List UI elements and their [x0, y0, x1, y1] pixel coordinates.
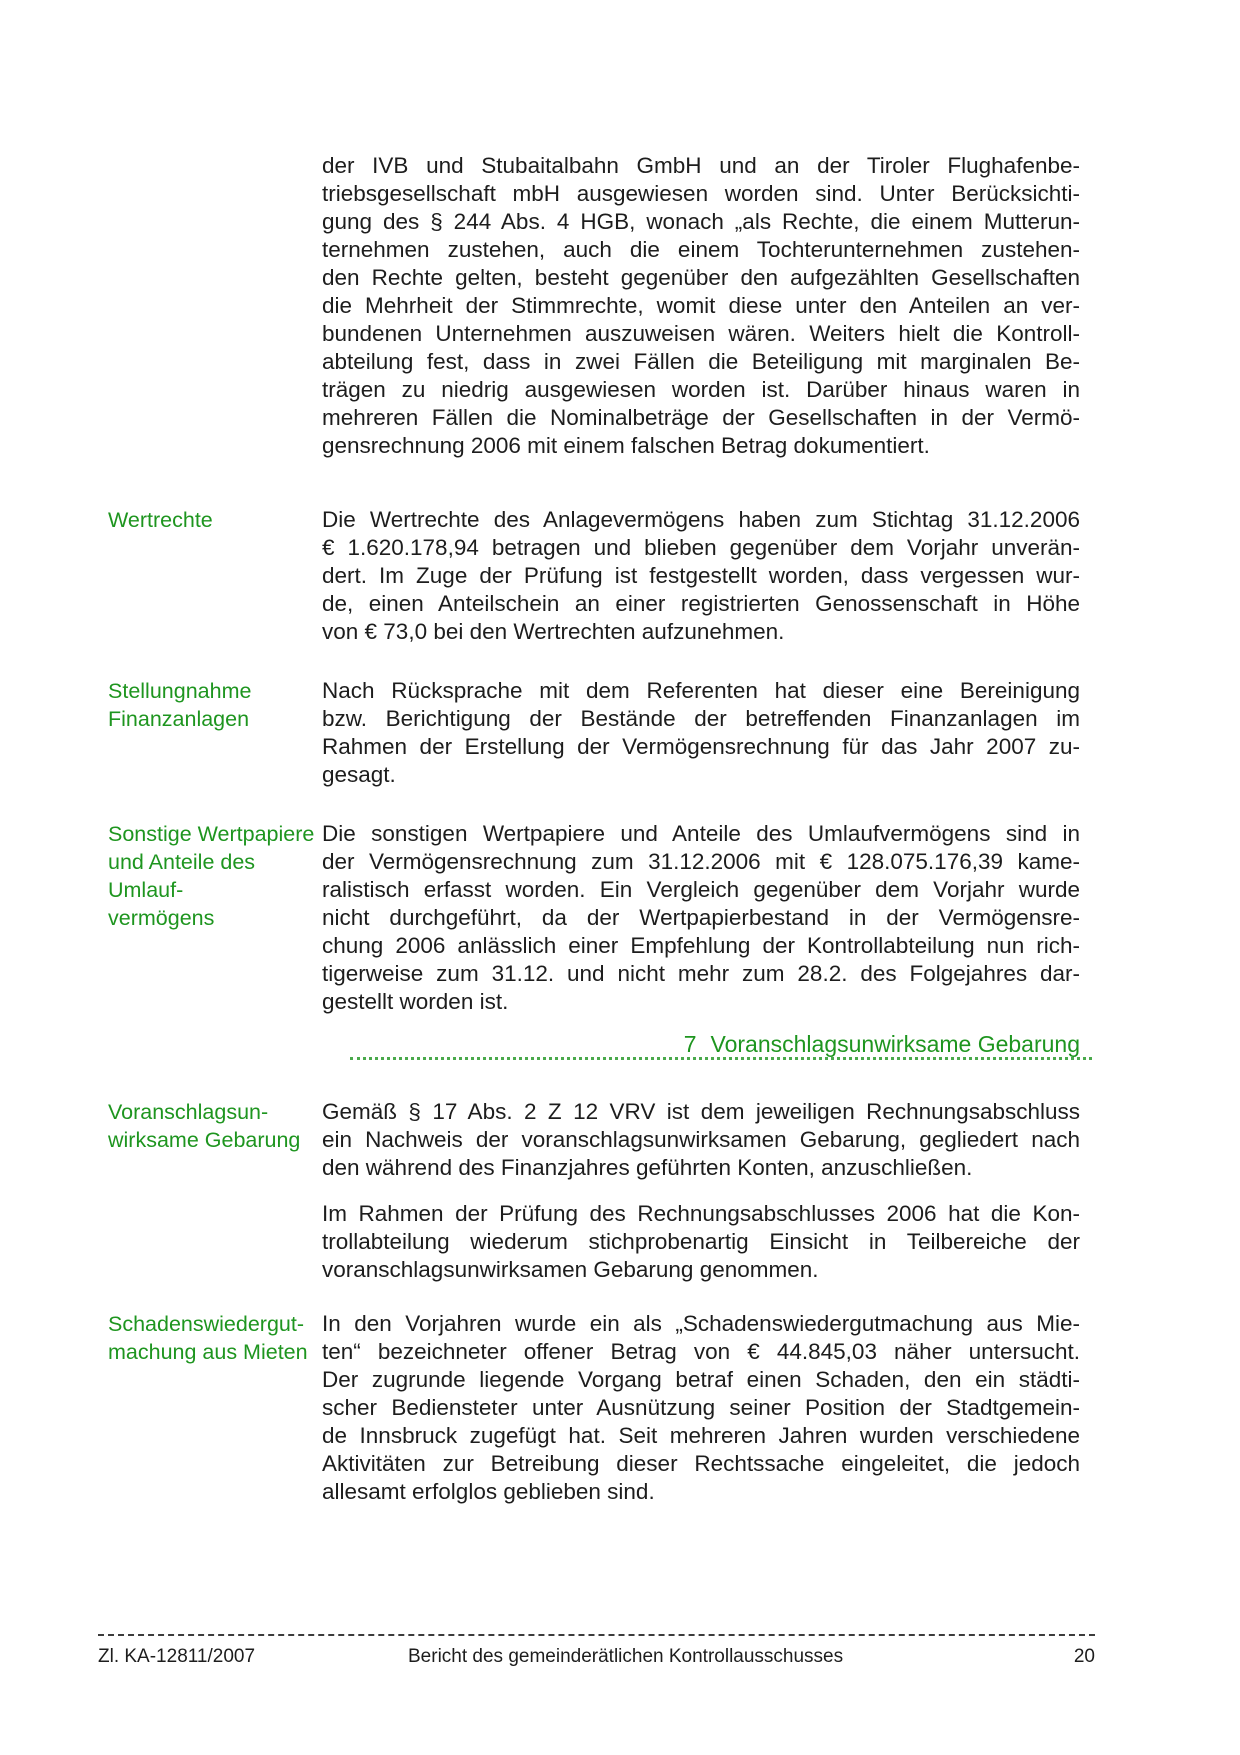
text-line: triebsgesellschaft mbH ausgewiesen worden sind. Unter Berücksichti- — [322, 181, 1080, 206]
text-line: bzw. Berichtigung der Bestände der betreffenden Finanzanlagen im — [322, 706, 1080, 731]
text-line: Nach Rücksprache mit dem Referenten hat dieser eine Bereinigung — [322, 678, 1080, 703]
text-line: gesagt. — [322, 762, 396, 787]
text-line: der Vermögensrechnung zum 31.12.2006 mit € 128.075.176,39 kame- — [322, 849, 1080, 874]
text-line: abteilung fest, dass in zwei Fällen die Beteiligung mit marginalen Be- — [322, 349, 1080, 374]
paragraph — [322, 1310, 1080, 1506]
text-line: Der zugrunde liegende Vorgang betraf einen Schaden, den ein städti- — [322, 1367, 1080, 1392]
paragraph-gap — [322, 1182, 1080, 1200]
section-title: Voranschlagsunwirksame Gebarung — [710, 1031, 1080, 1057]
text-line: In den Vorjahren wurde ein als „Schadenswiedergutmachung aus Mie- — [322, 1311, 1080, 1336]
paragraph — [322, 677, 1080, 789]
text-line: ternehmen zustehen, auch die einem Tochterunternehmen zustehen- — [322, 237, 1080, 262]
text-line: Rahmen der Erstellung der Vermögensrechnung für das Jahr 2007 zu- — [322, 734, 1080, 759]
margin-label-voranschlag — [108, 1098, 320, 1154]
text-line: mehreren Fällen die Nominalbeträge der Gesellschaften in der Vermö- — [322, 405, 1080, 430]
text-line: gestellt worden ist. — [322, 989, 509, 1014]
label-line: Sonstige Wertpapiere — [108, 822, 315, 846]
text-line: Die Wertrechte des Anlagevermögens haben zum Stichtag 31.12.2006 — [322, 507, 1080, 532]
label-line: wirksame Gebarung — [108, 1128, 301, 1152]
section-heading — [322, 1030, 1080, 1058]
text-line: Die sonstigen Wertpapiere und Anteile des Umlaufvermögens sind in — [322, 821, 1080, 846]
footer-file-number: Zl. KA-12811/2007 — [98, 1646, 256, 1667]
footer-document-title: Bericht des gemeinderätlichen Kontrollausschusses — [408, 1646, 844, 1667]
label-line: machung aus Mieten — [108, 1340, 308, 1364]
text-line: Im Rahmen der Prüfung des Rechnungsabschlusses 2006 hat die Kon- — [322, 1201, 1080, 1226]
text-line: Gemäß § 17 Abs. 2 Z 12 VRV ist dem jeweiligen Rechnungsabschluss — [322, 1099, 1080, 1124]
paragraph — [322, 820, 1080, 1016]
label-line: und Anteile des Umlauf- — [108, 850, 256, 902]
text-line: der IVB und Stubaitalbahn GmbH und an der Tiroler Flughafenbe- — [322, 153, 1080, 178]
page-footer — [98, 1634, 1095, 1676]
text-line: € 1.620.178,94 betragen und blieben gegenüber dem Vorjahr unverän- — [322, 535, 1080, 560]
text-line: gensrechnung 2006 mit einem falschen Betrag dokumentiert. — [322, 433, 930, 458]
paragraph — [322, 1098, 1080, 1284]
text-line: bundenen Unternehmen auszuweisen wären. Weiters hielt die Kontroll- — [322, 321, 1080, 346]
label-line: Finanzanlagen — [108, 707, 250, 731]
text-line: de Innsbruck zugefügt hat. Seit mehreren Jahren wurden verschiedene — [322, 1423, 1080, 1448]
text-line: ralistisch erfasst worden. Ein Vergleich gegenüber dem Vorjahr wurde — [322, 877, 1080, 902]
label-line: Schadenswiedergut- — [108, 1312, 305, 1336]
text-line: den während des Finanzjahres geführten Konten, anzuschließen. — [322, 1155, 973, 1180]
paragraph — [322, 152, 1080, 460]
text-line: gung des § 244 Abs. 4 HGB, wonach „als Rechte, die einem Mutterun- — [322, 209, 1080, 234]
label-line: Wertrechte — [108, 508, 213, 532]
text-line: tigerweise zum 31.12. und nicht mehr zum 28.2. des Folgejahres dar- — [322, 961, 1080, 986]
text-line: trollabteilung wiederum stichprobenartig Einsicht in Teilbereiche der — [322, 1229, 1080, 1254]
text-line: die Mehrheit der Stimmrechte, womit diese unter den Anteilen an ver- — [322, 293, 1080, 318]
text-line: von € 73,0 bei den Wertrechten aufzunehmen. — [322, 619, 785, 644]
label-line: Voranschlagsun- — [108, 1100, 269, 1124]
label-line: Stellungnahme — [108, 679, 252, 703]
label-line: vermögens — [108, 906, 215, 930]
text-line: den Rechte gelten, besteht gegenüber den aufgezählten Gesellschaften — [322, 265, 1080, 290]
text-line: nicht durchgeführt, da der Wertpapierbestand in der Vermögensre- — [322, 905, 1080, 930]
footer-page-number: 20 — [1073, 1646, 1095, 1667]
text-line: ten“ bezeichneter offener Betrag von € 44.845,03 näher untersucht. — [322, 1339, 1080, 1364]
text-line: trägen zu niedrig ausgewiesen worden ist. Darüber hinaus waren in — [322, 377, 1080, 402]
section-heading-dotted-rule — [350, 1057, 1092, 1060]
text-line: scher Bediensteter unter Ausnützung seiner Position der Stadtgemein- — [322, 1395, 1080, 1420]
text-line: voranschlagsunwirksamen Gebarung genommen. — [322, 1257, 819, 1282]
margin-label-sonstige-wertpapiere — [108, 820, 320, 932]
margin-label-schadenswiedergutmachung — [108, 1310, 320, 1366]
text-line: Aktivitäten zur Betreibung dieser Rechtssache eingeleitet, die jedoch — [322, 1451, 1080, 1476]
text-line: ein Nachweis der voranschlagsunwirksamen Gebarung, gegliedert nach — [322, 1127, 1080, 1152]
text-line: dert. Im Zuge der Prüfung ist festgestellt worden, dass vergessen wur- — [322, 563, 1080, 588]
section-number: 7 — [683, 1031, 697, 1057]
margin-label-stellungnahme — [108, 677, 320, 733]
text-line: de, einen Anteilschein an einer registrierten Genossenschaft in Höhe — [322, 591, 1080, 616]
margin-label-wertrechte — [108, 506, 320, 534]
paragraph — [322, 506, 1080, 646]
text-line: allesamt erfolglos geblieben sind. — [322, 1479, 655, 1504]
text-line: chung 2006 anlässlich einer Empfehlung der Kontrollabteilung nun rich- — [322, 933, 1080, 958]
